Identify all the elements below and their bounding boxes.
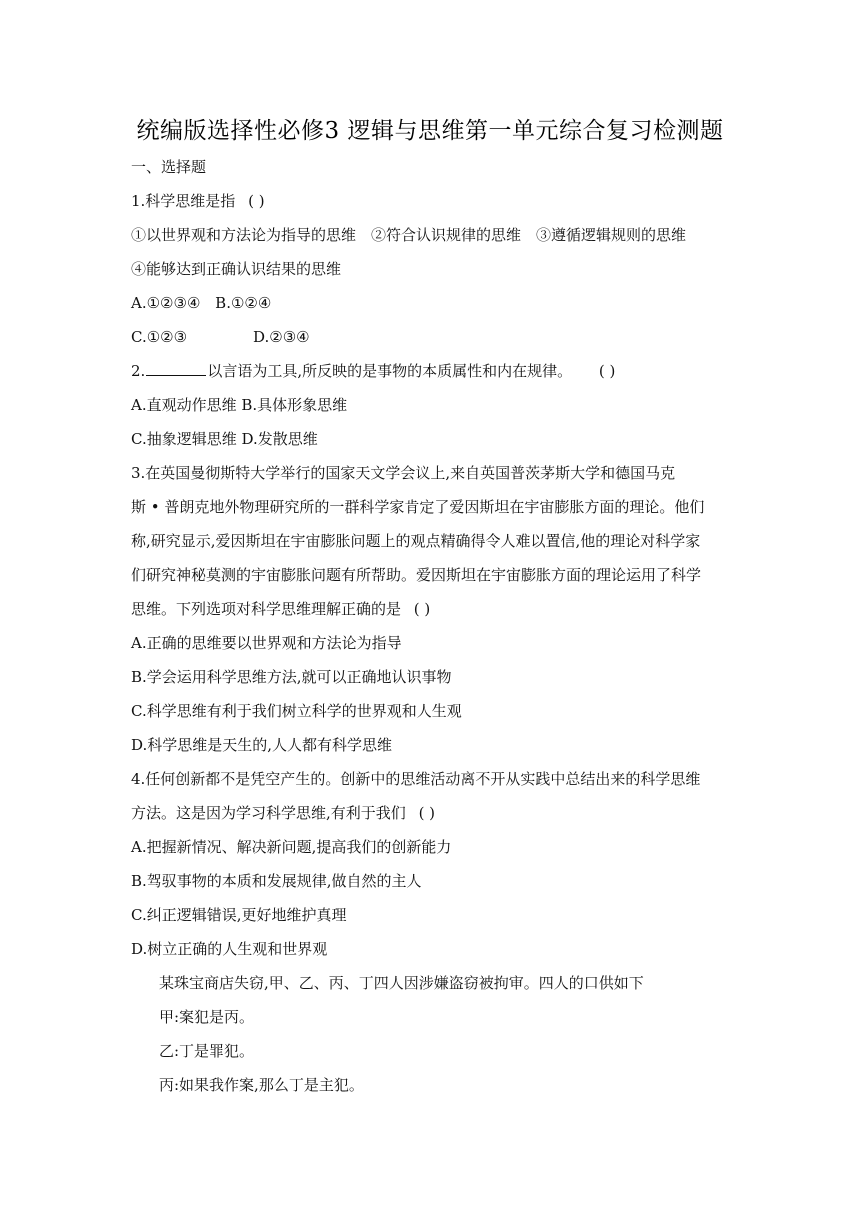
question-3-choice-d: D.科学思维是天生的,人人都有科学思维	[131, 736, 393, 754]
question-4-choice-c: C.纠正逻辑错误,更好地维护真理	[131, 906, 347, 924]
question-4-choice-a: A.把握新情况、解决新问题,提高我们的创新能力	[131, 838, 452, 856]
passage-statement-bing: 丙:如果我作案,那么丁是主犯。	[159, 1076, 364, 1094]
choice-d: D.②③④	[253, 328, 310, 346]
question-2-choices-ab: A.直观动作思维 B.具体形象思维	[131, 396, 348, 414]
question-1-stem	[131, 191, 265, 211]
question-3-text-line-last	[131, 599, 430, 619]
question-1-choices-ab	[131, 293, 271, 313]
answer-parenthesis: ( )	[598, 362, 616, 380]
question-2-number: 2.	[131, 362, 146, 380]
question-4-text: 方法。这是因为学习科学思维,有利于我们	[131, 804, 406, 822]
question-4-text-line-last	[131, 803, 435, 823]
answer-parenthesis: ( )	[248, 192, 265, 210]
question-1-choices-cd	[131, 327, 310, 347]
question-3-text-line: 们研究神秘莫测的宇宙膨胀问题有所帮助。爱因斯坦在宇宙膨胀方面的理论运用了科学	[131, 566, 702, 584]
question-3-text-line: 3.在英国曼彻斯特大学举行的国家天文学会议上,来自英国普茨茅斯大学和德国马克	[131, 464, 676, 482]
answer-parenthesis: ( )	[413, 600, 431, 618]
question-3-text: 思维。下列选项对科学思维理解正确的是	[131, 600, 402, 618]
passage-statement-yi: 乙:丁是罪犯。	[159, 1042, 255, 1060]
question-3-choice-b: B.学会运用科学思维方法,就可以正确地认识事物	[131, 668, 452, 686]
question-3-text-line: 斯 • 普朗克地外物理研究所的一群科学家肯定了爱因斯坦在宇宙膨胀方面的理论。他们	[131, 498, 705, 516]
question-4-text-line: 4.任何创新都不是凭空产生的。创新中的思维活动离不开从实践中总结出来的科学思维	[131, 770, 701, 788]
question-4-choice-b: B.驾驭事物的本质和发展规律,做自然的主人	[131, 872, 422, 890]
question-3-choice-c: C.科学思维有利于我们树立科学的世界观和人生观	[131, 702, 462, 720]
question-1-options: ①以世界观和方法论为指导的思维 ②符合认识规律的思维 ③遵循逻辑规则的思维	[131, 226, 687, 244]
passage-intro: 某珠宝商店失窃,甲、乙、丙、丁四人因涉嫌盗窃被拘审。四人的口供如下	[159, 974, 644, 992]
answer-parenthesis: ( )	[418, 804, 436, 822]
page-title: 统编版选择性必修3 逻辑与思维第一单元综合复习检测题	[136, 118, 724, 144]
question-3-choice-a: A.正确的思维要以世界观和方法论为指导	[131, 634, 402, 652]
fill-blank	[146, 361, 206, 376]
question-4-choice-d: D.树立正确的人生观和世界观	[131, 940, 328, 958]
choice-a: A.①②③④	[131, 294, 201, 312]
passage-statement-jia: 甲:案犯是丙。	[159, 1008, 255, 1026]
question-3-text-line: 称,研究显示,爱因斯坦在宇宙膨胀问题上的观点精确得令人难以置信,他的理论对科学家	[131, 532, 701, 550]
question-2-choices-cd: C.抽象逻辑思维 D.发散思维	[131, 430, 318, 448]
question-2-stem	[131, 361, 615, 381]
question-1-options-cont: ④能够达到正确认识结果的思维	[131, 260, 342, 278]
question-1-text: 1.科学思维是指	[131, 192, 236, 210]
question-2-text: 以言语为工具,所反映的是事物的本质属性和内在规律。	[207, 362, 573, 380]
choice-b: B.①②④	[215, 294, 272, 312]
section-heading: 一、选择题	[131, 158, 207, 176]
choice-c: C.①②③	[131, 328, 188, 346]
